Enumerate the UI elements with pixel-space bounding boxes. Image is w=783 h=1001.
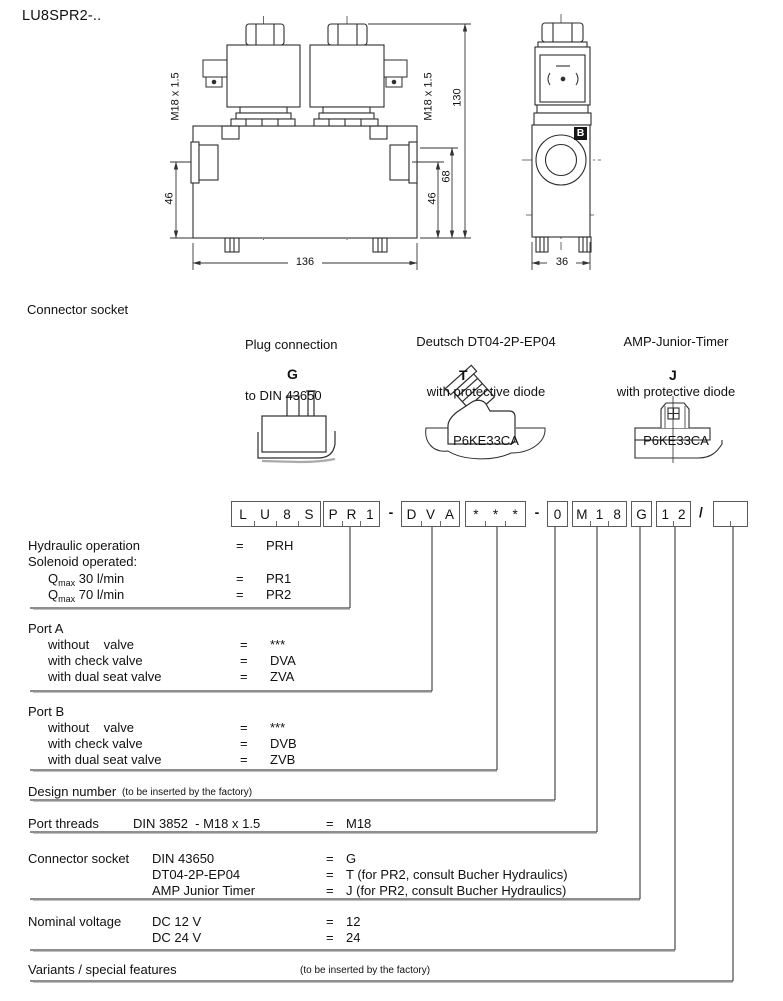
port-b-label: B bbox=[574, 127, 587, 140]
code-box-series: L U 8 S bbox=[231, 501, 321, 527]
eq: = bbox=[240, 669, 248, 684]
connector-row-value: J (for PR2, consult Bucher Hydraulics) bbox=[346, 883, 567, 898]
port-a-row-label: with dual seat valve bbox=[48, 669, 162, 684]
dim-46-left: 46 bbox=[163, 192, 176, 205]
code-box-design: 0 bbox=[547, 501, 568, 527]
port-a-row-label: with check valve bbox=[48, 653, 143, 668]
code-box-threads: M 1 8 bbox=[572, 501, 627, 527]
voltage-row-value: 12 bbox=[346, 914, 361, 929]
eq: = bbox=[240, 736, 248, 751]
code-dash-2: - bbox=[534, 504, 540, 520]
qmax-30-value: PR1 bbox=[266, 571, 292, 586]
hydraulic-operation-value: PRH bbox=[266, 538, 294, 553]
eq: = bbox=[240, 752, 248, 767]
eq: = bbox=[326, 930, 334, 945]
thread-label-right: M18 x 1.5 bbox=[422, 72, 435, 121]
port-a-title: Port A bbox=[28, 621, 64, 636]
code-box-port-a: D V A bbox=[401, 501, 460, 527]
eq: = bbox=[326, 914, 334, 929]
voltage-row-spec: DC 12 V bbox=[152, 914, 202, 929]
connector-socket-heading: Connector socket bbox=[27, 302, 129, 317]
port-a-row-value: DVA bbox=[270, 653, 296, 668]
plug-j-code: J bbox=[669, 367, 677, 383]
hydraulic-operation-label: Hydraulic operation bbox=[28, 538, 141, 553]
port-b-row-label: with check valve bbox=[48, 736, 143, 751]
eq: = bbox=[326, 883, 334, 898]
page-title: LU8SPR2-.. bbox=[22, 8, 102, 24]
connector-row-value: G bbox=[346, 851, 357, 866]
eq: = bbox=[240, 653, 248, 668]
code-box-port-b: * * * bbox=[465, 501, 526, 527]
port-b-title: Port B bbox=[28, 704, 65, 719]
port-threads-value: M18 bbox=[346, 816, 372, 831]
code-box-operation: P R 1 bbox=[323, 501, 380, 527]
eq: = bbox=[236, 538, 244, 553]
connector-row-spec: DT04-2P-EP04 bbox=[152, 867, 241, 882]
port-b-row-value: DVB bbox=[270, 736, 297, 751]
connector-row-spec: DIN 43650 bbox=[152, 851, 215, 866]
code-dash-1: - bbox=[388, 504, 394, 520]
connector-socket-label: Connector socket bbox=[28, 851, 130, 866]
front-view-drawing bbox=[170, 16, 471, 270]
plug-j-caption: AMP-Junior-Timer with protective diode P6KE33CA bbox=[616, 334, 736, 448]
code-box-variants bbox=[713, 501, 748, 527]
plug-t-code: T bbox=[459, 367, 468, 383]
connector-row-value: T (for PR2, consult Bucher Hydraulics) bbox=[346, 867, 568, 882]
qmax-30-label: $Q_{max}$ 30 l/min bbox=[48, 571, 125, 588]
dim-36: 36 bbox=[555, 256, 569, 268]
eq: = bbox=[326, 851, 334, 866]
eq: = bbox=[240, 720, 248, 735]
design-number-label: Design number bbox=[28, 784, 117, 799]
port-b-row-value: ZVB bbox=[270, 752, 296, 767]
eq: = bbox=[326, 867, 334, 882]
variants-label: Variants / special features bbox=[28, 962, 177, 977]
qmax-70-label: $Q_{max}$ 70 l/min bbox=[48, 587, 125, 604]
port-b-row-value: *** bbox=[270, 720, 286, 735]
eq: = bbox=[326, 816, 334, 831]
port-b-row-label: without valve bbox=[48, 720, 134, 735]
dim-46-right: 46 bbox=[426, 192, 439, 205]
plug-t-caption: Deutsch DT04-2P-EP04 with protective diode P6KE33CA bbox=[416, 334, 556, 448]
dim-68: 68 bbox=[440, 170, 453, 183]
port-a-row-value: ZVA bbox=[270, 669, 295, 684]
qmax-70-value: PR2 bbox=[266, 587, 292, 602]
voltage-row-spec: DC 24 V bbox=[152, 930, 202, 945]
plug-g-caption: Plug connection to DIN 43650 bbox=[245, 337, 338, 403]
port-b-row-label: with dual seat valve bbox=[48, 752, 162, 767]
nominal-voltage-label: Nominal voltage bbox=[28, 914, 122, 929]
port-a-row-value: *** bbox=[270, 637, 286, 652]
port-threads-label: Port threads bbox=[28, 816, 99, 831]
code-box-connector: G bbox=[631, 501, 652, 527]
eq: = bbox=[240, 637, 248, 652]
variants-note: (to be inserted by the factory) bbox=[300, 965, 431, 976]
dim-136: 136 bbox=[295, 256, 315, 268]
voltage-row-value: 24 bbox=[346, 930, 361, 945]
thread-label-left: M18 x 1.5 bbox=[169, 72, 182, 121]
dim-130: 130 bbox=[451, 88, 464, 107]
port-a-row-label: without valve bbox=[48, 637, 134, 652]
plug-g-code: G bbox=[287, 366, 298, 382]
side-view-drawing bbox=[522, 14, 601, 270]
connector-row-spec: AMP Junior Timer bbox=[152, 883, 256, 898]
eq: = bbox=[236, 571, 244, 586]
code-slash: / bbox=[699, 504, 703, 520]
solenoid-operated-label: Solenoid operated: bbox=[28, 554, 138, 569]
port-threads-spec: DIN 3852 - M18 x 1.5 bbox=[133, 816, 261, 831]
design-number-note: (to be inserted by the factory) bbox=[122, 787, 253, 798]
eq: = bbox=[236, 587, 244, 602]
code-box-voltage: 1 2 bbox=[656, 501, 691, 527]
